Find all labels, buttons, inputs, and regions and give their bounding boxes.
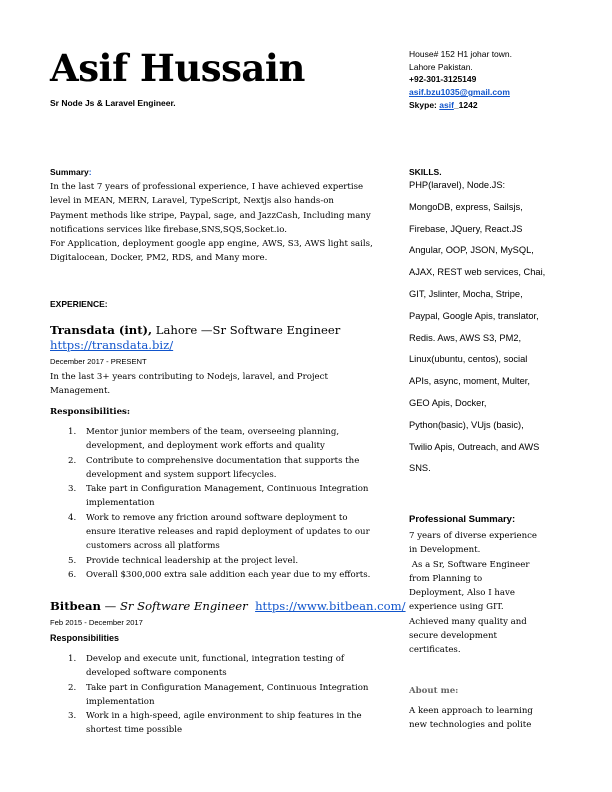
- skills-line: APIs, async, moment, Multer,: [409, 376, 530, 387]
- address-line-1: House# 152 H1 johar town.: [409, 49, 513, 59]
- summary-text: In the last 7 years of professional experience, I have achieved expertise level in MEAN, MERN, Laravel, TypeScript, Nextjs also hands-on Payment methods like stripe, Paypal, sage, and JazzCash, Including many notifications services like firebase,SNS,SQS,Socket.io. For Application, deployment google app engine, AWS, S3, AWS light sails, Digitalocean, Docker, PM2, RDS, and Many more.: [50, 182, 373, 264]
- skype-line: [409, 100, 478, 110]
- list-item: 3. Work in a high-speed, agile environment to ship features in the shortest time possible: [68, 711, 362, 736]
- candidate-title: Sr Node Js & Laravel Engineer.: [50, 98, 176, 108]
- skills-line: Paypal, Google Apis, translator,: [409, 310, 539, 321]
- skills-line: MongoDB, express, Sailsjs,: [409, 201, 523, 212]
- job2-dates: Feb 2015 - December 2017: [50, 618, 143, 627]
- list-item: 1. Mentor junior members of the team, overseeing planning, development, and deployment work efforts and quality: [68, 427, 340, 452]
- list-item: 5. Provide technical leadership at the project level.: [68, 555, 299, 566]
- email-link[interactable]: asif.bzu1035@gmail.com: [409, 87, 510, 97]
- skype-link[interactable]: asif: [439, 100, 454, 110]
- job1-responsibilities-list: [50, 425, 390, 582]
- job2-title: Bitbean — Sr Software Engineer https://www.bitbean.com/: [50, 599, 406, 613]
- skills-list: [409, 175, 569, 480]
- professional-summary-heading: Professional Summary:: [409, 514, 516, 525]
- skills-line: Angular, OOP, JSON, MySQL,: [409, 245, 534, 256]
- phone-number: +92-301-3125149: [409, 74, 477, 84]
- list-item: 2. Contribute to comprehensive documentation that supports the development and system support lifecycles.: [68, 455, 360, 480]
- list-item: 1. Develop and execute unit, functional, integration testing of developed software components: [68, 654, 345, 679]
- skills-line: PHP(laravel), Node.JS:: [409, 180, 506, 190]
- skills-line: Redis. Aws, AWS S3, PM2,: [409, 332, 522, 343]
- skills-line: Linux(ubuntu, centos), social: [409, 354, 528, 365]
- skills-line: SNS.: [409, 463, 431, 474]
- summary-heading: Summary:: [50, 167, 92, 177]
- skills-line: GIT, Jslinter, Mocha, Stripe,: [409, 288, 523, 299]
- about-text: A keen approach to learning new technologies and polite: [409, 706, 533, 731]
- skills-line: Twilio Apis, Outreach, and AWS: [409, 441, 540, 452]
- list-item: 4. Work to remove any friction around software deployment to ensure iterative releases and rapid deployment of updates to our customers across all platforms: [68, 512, 370, 552]
- skype-handle-suffix: _1242: [453, 100, 478, 110]
- address-line-2: Lahore Pakistan.: [409, 62, 473, 72]
- job1-company: Transdata (int),: [50, 323, 153, 337]
- list-item: 6. Overall $300,000 extra sale addition each year due to my efforts.: [68, 569, 371, 580]
- skills-line: Python(basic), VUjs (basic),: [409, 419, 524, 430]
- job1-responsibilities-heading: Responsibilities:: [50, 407, 131, 417]
- experience-heading: EXPERIENCE:: [50, 299, 108, 309]
- job1-title: [50, 323, 340, 337]
- skills-line: GEO Apis, Docker,: [409, 397, 487, 408]
- job2-url-link[interactable]: https://www.bitbean.com/: [255, 599, 406, 613]
- candidate-name: Asif Hussain: [50, 46, 305, 90]
- list-item: 3. Take part in Configuration Management, Continuous Integration implementation: [68, 484, 369, 509]
- job2-role: Sr Software Engineer: [119, 599, 248, 613]
- list-item: 2. Take part in Configuration Management, Continuous Integration implementation: [68, 682, 369, 707]
- skills-line: AJAX, REST web services, Chai,: [409, 267, 546, 278]
- professional-summary-text: 7 years of diverse experience in Development. As a Sr, Software Engineer from Planning to Deployment, Also I have experience using GIT. Achieved many quality and secure development certificates.: [409, 531, 538, 656]
- job1-dates: December 2017 - PRESENT: [50, 357, 147, 366]
- job1-role: Lahore —Sr Software Engineer: [152, 323, 341, 337]
- job2-company: Bitbean: [50, 599, 101, 613]
- skills-line: Firebase, JQuery, React.JS: [409, 223, 523, 234]
- job1-intro: In the last 3+ years contributing to Nodejs, laravel, and Project Management.: [50, 372, 328, 397]
- skype-label: Skype:: [409, 100, 437, 110]
- job2-responsibilities-heading: Responsibilities: [50, 633, 120, 643]
- job2-responsibilities-list: [50, 652, 390, 738]
- job1-url-link[interactable]: https://transdata.biz/: [50, 338, 174, 352]
- about-heading: About me:: [409, 686, 459, 696]
- skills-heading: SKILLS.: [409, 167, 442, 177]
